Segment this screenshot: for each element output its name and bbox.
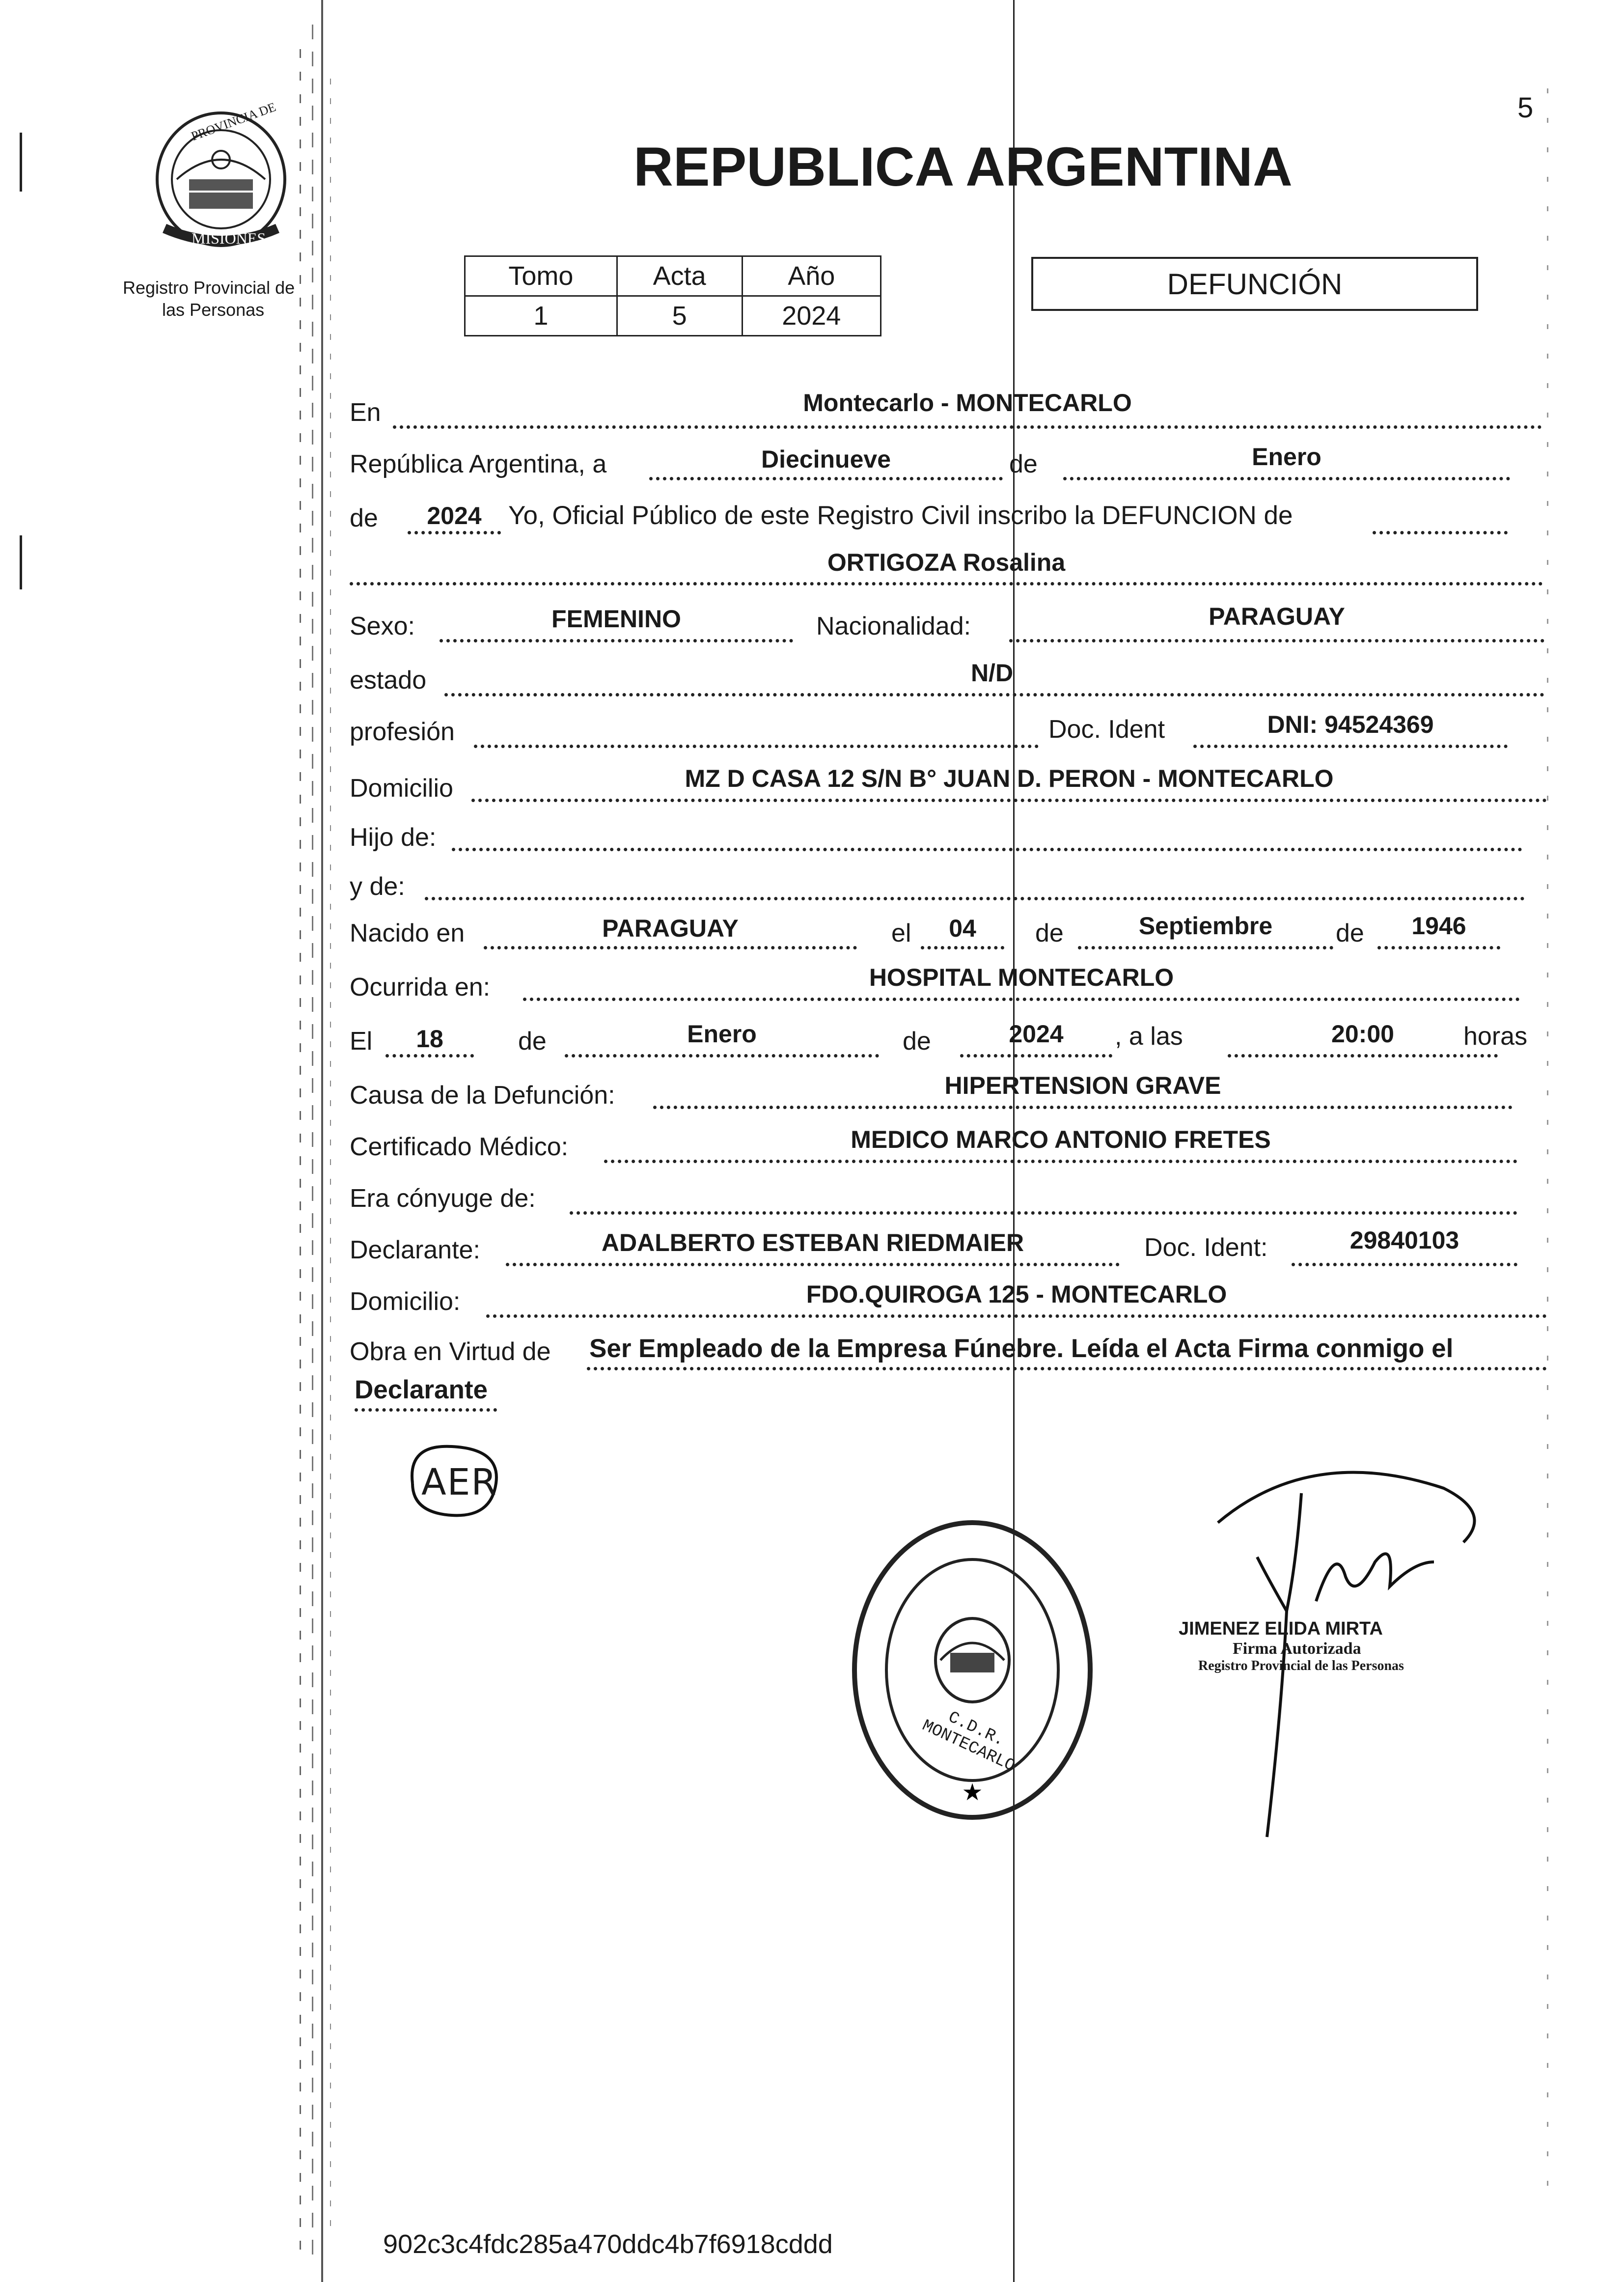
alas-label: , a las [1115, 1022, 1183, 1051]
nacionalidad-label: Nacionalidad: [816, 612, 971, 640]
conyuge-line [570, 1211, 1517, 1215]
ocurrida-value: HOSPITAL MONTECARLO [869, 964, 1174, 991]
def-mes-value: Enero [687, 1020, 757, 1048]
profesion-line [474, 745, 1039, 748]
obra-line2-value: Declarante [355, 1375, 488, 1404]
domicilio2-label: Domicilio: [350, 1287, 461, 1316]
causa-value: HIPERTENSION GRAVE [944, 1072, 1221, 1099]
document-type-box [1031, 257, 1478, 311]
lugar-value: Montecarlo - MONTECARLO [803, 389, 1132, 417]
nacido-anio-line [1377, 946, 1500, 949]
def-dia-value: 18 [416, 1025, 443, 1053]
nacido-lugar-line [484, 946, 857, 949]
doc-label: Doc. Ident [1048, 715, 1165, 744]
ocurrida-line [523, 998, 1520, 1001]
hijo-line [452, 848, 1522, 851]
page-title: REPUBLICA ARGENTINA [633, 136, 1293, 197]
domicilio2-line [486, 1314, 1547, 1318]
el-label: el [891, 919, 911, 947]
ocurrida-label: Ocurrida en: [350, 973, 491, 1002]
estado-label: estado [350, 666, 427, 695]
de2-label: de [350, 504, 378, 532]
lugar-line [393, 425, 1542, 429]
nacido-label: Nacido en [350, 919, 465, 947]
de1-label: de [1009, 450, 1038, 478]
document-type: DEFUNCIÓN [1167, 267, 1343, 301]
acta-label: Acta [617, 256, 742, 296]
estado-value: N/D [970, 659, 1014, 687]
obra-line2 [355, 1408, 497, 1412]
de5-label: de [518, 1027, 547, 1056]
anio-line [408, 531, 501, 534]
official-seal [845, 1513, 1100, 1827]
hijo-label: Hijo de: [350, 823, 437, 852]
en-label: En [350, 398, 381, 427]
profesion-label: profesión [350, 718, 455, 746]
anio-label: Año [742, 256, 881, 296]
stamp-line2: Firma Autorizada [1233, 1640, 1361, 1658]
anio-value: 2024 [427, 502, 482, 529]
province-logo [142, 99, 300, 253]
scan-margin-mark [330, 79, 331, 2240]
tomo-label: Tomo [465, 256, 617, 296]
estado-line [444, 693, 1544, 696]
causa-label: Causa de la Defunción: [350, 1081, 615, 1110]
doc-line [1193, 745, 1508, 748]
stamp-line1: JIMENEZ ELIDA MIRTA [1179, 1618, 1383, 1639]
def-hora-line [1228, 1054, 1498, 1058]
nacido-lugar-value: PARAGUAY [602, 915, 739, 942]
doc2-label: Doc. Ident: [1144, 1233, 1268, 1262]
yde-line [425, 897, 1525, 900]
def-anio-line [960, 1054, 1112, 1058]
oficial-text: Yo, Oficial Público de este Registro Civil inscribo la DEFUNCION de [508, 501, 1293, 530]
scan-edge-mark [1547, 88, 1548, 2200]
acta-value: 5 [617, 296, 742, 336]
nacido-dia-line [921, 946, 1004, 949]
republica-label: República Argentina, a [350, 450, 607, 478]
def-mes-line [565, 1054, 879, 1058]
logo-caption-line1: Registro Provincial de [123, 278, 295, 298]
declarante-value: ADALBERTO ESTEBAN RIEDMAIER [601, 1229, 1024, 1256]
scan-margin-mark [312, 25, 313, 2259]
tomo-value: 1 [465, 296, 617, 336]
scan-margin-line [321, 0, 323, 2282]
record-info-table [464, 255, 881, 336]
nacido-dia-value: 04 [949, 915, 976, 942]
obra-label: Obra en Virtud de [350, 1337, 551, 1366]
yde-label: y de: [350, 872, 405, 901]
cert-line [604, 1160, 1517, 1163]
seal-inner-text: C.D.R. MONTECARLO [919, 1708, 1018, 1776]
initials-text: AER [421, 1461, 497, 1503]
de3-label: de [1035, 919, 1064, 947]
authorized-stamp [1179, 1618, 1473, 1674]
mes-line [1063, 477, 1510, 480]
sexo-value: FEMENINO [551, 605, 681, 633]
nombre-line [350, 582, 1543, 585]
logo-caption-line2: las Personas [162, 300, 265, 320]
def-anio-value: 2024 [1009, 1020, 1064, 1048]
oficial-line-end [1373, 531, 1508, 534]
document-hash: 902c3c4fdc285a470ddc4b7f6918cddd [383, 2229, 833, 2259]
domicilio-line [471, 799, 1547, 802]
nacionalidad-value: PARAGUAY [1209, 603, 1345, 630]
obra-line1-value: Ser Empleado de la Empresa Fúnebre. Leída el Acta Firma conmigo el [589, 1334, 1454, 1363]
def-hora-value: 20:00 [1331, 1020, 1394, 1048]
domicilio-value: MZ D CASA 12 S/N B° JUAN D. PERON - MONTECARLO [685, 765, 1334, 792]
def-dia-line [385, 1054, 474, 1058]
declarante-line [506, 1263, 1120, 1266]
de6-label: de [903, 1027, 931, 1056]
nacido-mes-value: Septiembre [1138, 912, 1273, 940]
el2-label: El [350, 1027, 373, 1056]
conyuge-label: Era cónyuge de: [350, 1184, 536, 1213]
dia-line [649, 477, 1003, 480]
doc2-value: 29840103 [1349, 1226, 1459, 1254]
de4-label: de [1336, 919, 1364, 947]
causa-line [653, 1106, 1513, 1109]
mes-value: Enero [1252, 443, 1321, 471]
scan-margin-mark [20, 133, 22, 192]
stamp-line3: Registro Provincial de las Personas [1198, 1658, 1404, 1673]
dia-value: Diecinueve [761, 445, 891, 473]
scan-margin-mark [20, 535, 22, 589]
nacionalidad-line [1009, 639, 1544, 642]
cert-label: Certificado Médico: [350, 1133, 569, 1161]
sexo-label: Sexo: [350, 612, 415, 640]
horas-label: horas [1463, 1022, 1528, 1051]
doc2-line [1292, 1263, 1517, 1266]
sexo-line [440, 639, 793, 642]
doc-value: DNI: 94524369 [1267, 711, 1434, 738]
initials-mark [398, 1434, 511, 1528]
nombre-value: ORTIGOZA Rosalina [827, 549, 1066, 576]
cert-value: MEDICO MARCO ANTONIO FRETES [851, 1126, 1271, 1153]
page-number: 5 [1517, 92, 1534, 124]
domicilio-label: Domicilio [350, 774, 453, 803]
nacido-anio-value: 1946 [1411, 912, 1466, 940]
declarante-label: Declarante: [350, 1236, 480, 1264]
anio-value: 2024 [742, 296, 881, 336]
svg-text:★: ★ [962, 1779, 983, 1806]
domicilio2-value: FDO.QUIROGA 125 - MONTECARLO [806, 1280, 1227, 1308]
logo-bottom-text: MISIONES [192, 229, 266, 247]
scan-margin-mark [300, 49, 301, 2259]
obra-line [587, 1367, 1547, 1370]
nacido-mes-line [1078, 946, 1333, 949]
logo-arc-text: PROVINCIA DE [189, 99, 278, 144]
